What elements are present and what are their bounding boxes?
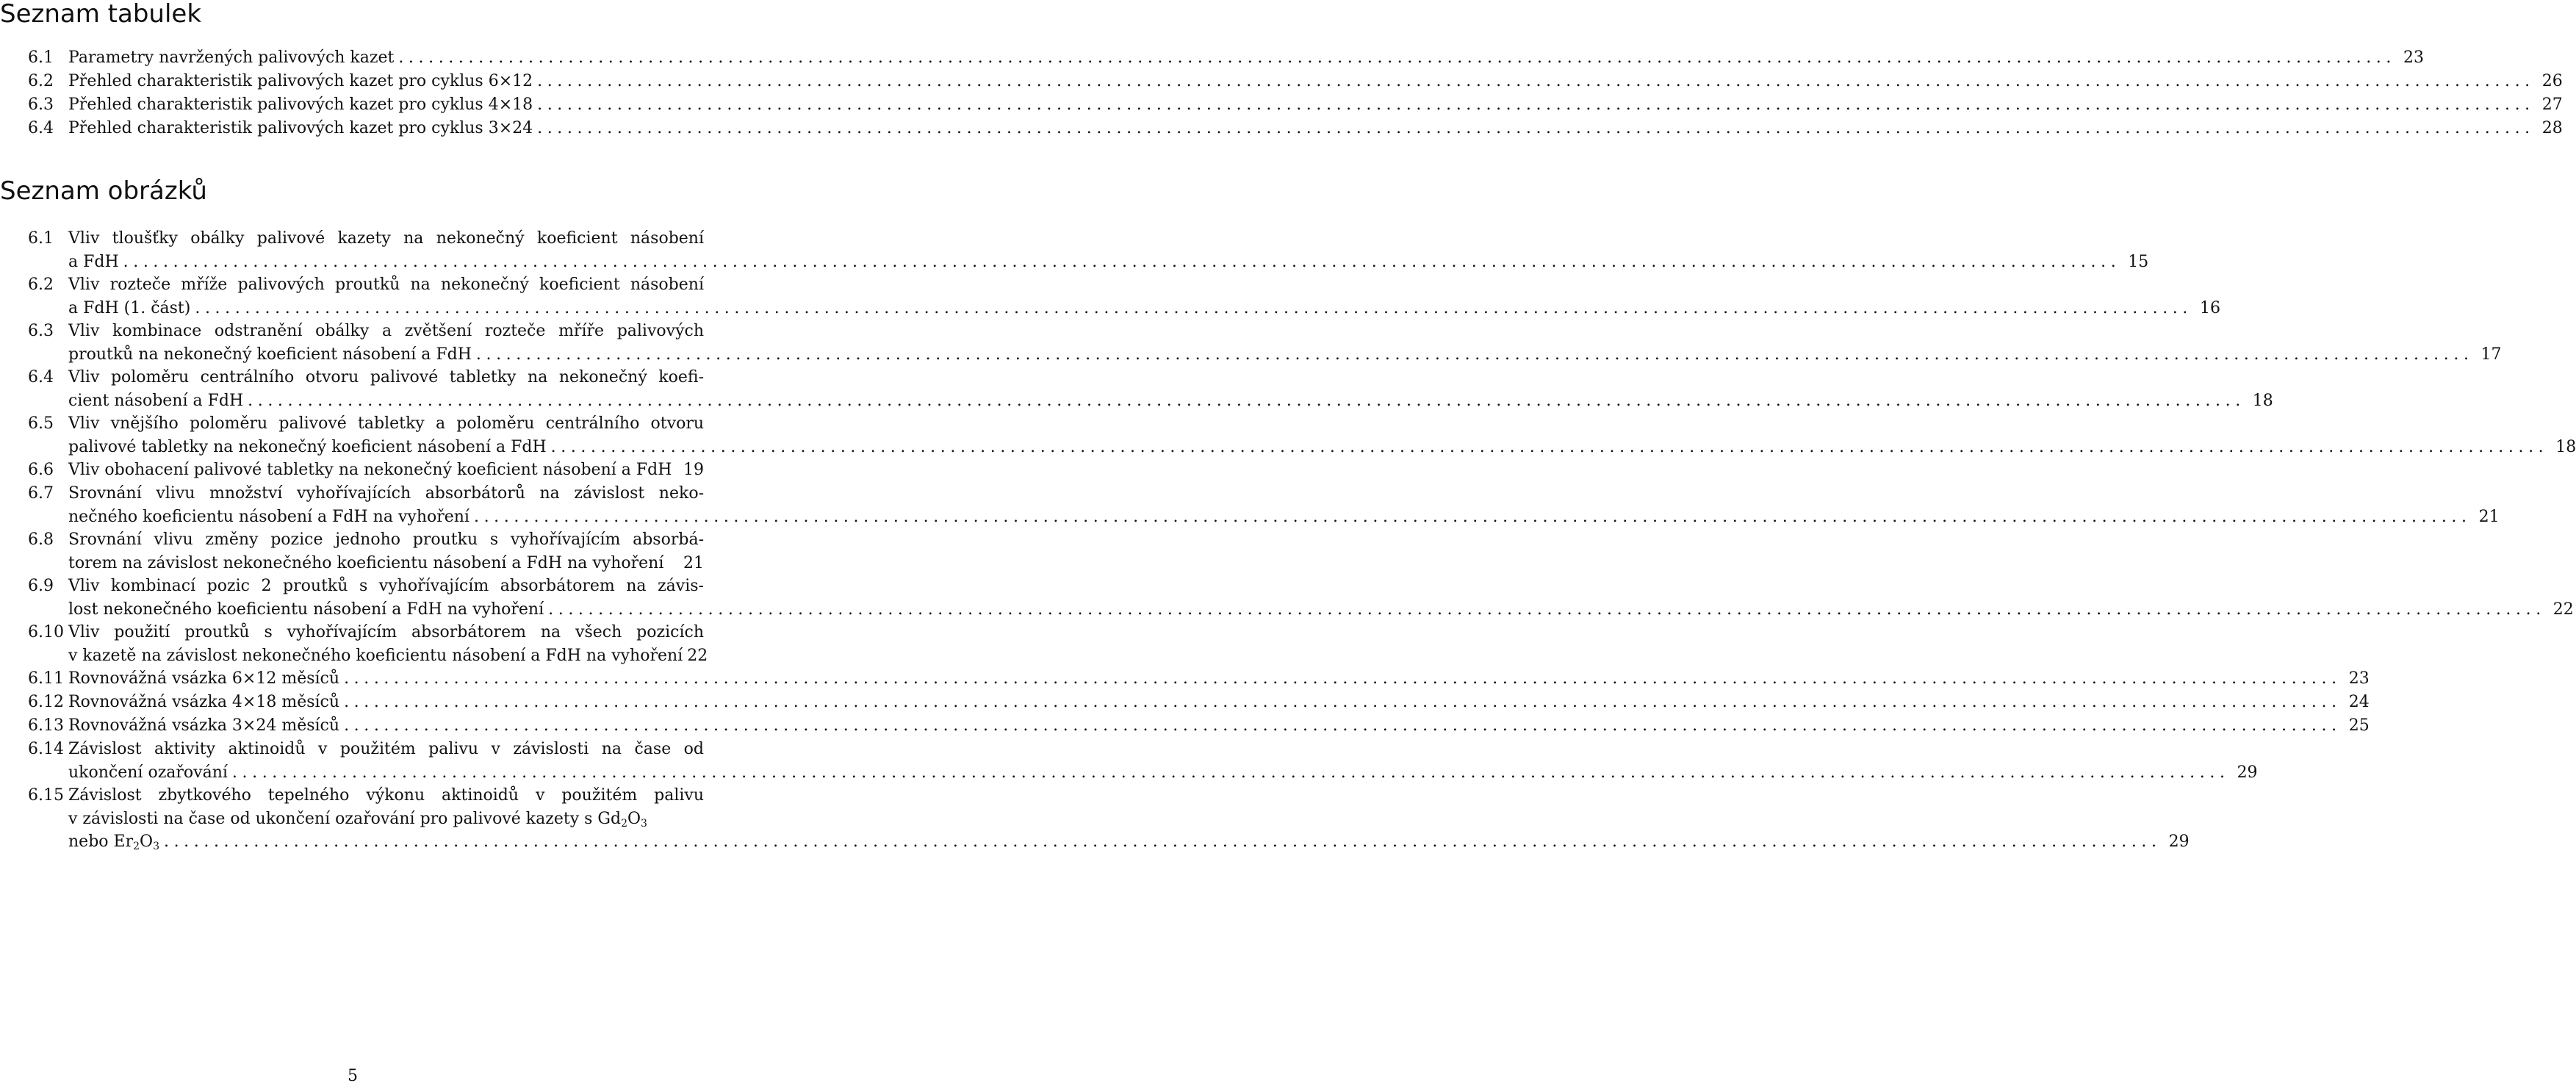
entry-title: Rovnovážná vsázka 4×18 měsíců — [68, 693, 340, 711]
entry-number: 6.14 — [28, 740, 64, 758]
entry-title-line: a FdH (1. část) — [68, 298, 191, 317]
dot-leader: ........................................................................................................................................................................................................ — [344, 716, 2342, 735]
entry-page: 29 — [2237, 763, 2258, 782]
toc-entry[interactable] — [28, 784, 2190, 854]
dot-leader: ........................................................................................................................................................................................................ — [123, 252, 2121, 271]
entry-title-line: ukončení ozařování — [68, 763, 228, 782]
entry-title-line: Srovnání vlivu množství vyhořívajících absorbátorů na závislost neko- — [68, 484, 704, 503]
entry-title-text: O — [140, 833, 154, 851]
entry-title: Rovnovážná vsázka 3×24 měsíců — [68, 716, 340, 735]
entry-title-line: Vliv rozteče mříže palivových proutků na nekonečný koeficient násobení — [68, 276, 704, 294]
entry-number: 6.10 — [28, 623, 64, 641]
entry-number: 6.5 — [28, 414, 54, 433]
subscript: 2 — [133, 841, 140, 852]
entry-title-line: Vliv tloušťky obálky palivové kazety na nekonečný koeficient násobení — [68, 229, 704, 248]
toc-entry[interactable] — [28, 691, 2370, 714]
entry-title: Parametry navržených palivových kazet — [68, 48, 395, 67]
entry-title-line: cient násobení a FdH — [68, 391, 244, 410]
entry-page: 28 — [2541, 119, 2563, 137]
entry-page: 29 — [2168, 833, 2190, 851]
toc-entry[interactable] — [28, 667, 2370, 691]
entry-number: 6.12 — [28, 693, 64, 711]
toc-entry[interactable] — [28, 528, 704, 575]
dot-leader: ........................................................................................................................................................................................................ — [195, 298, 2192, 317]
dot-leader: ........................................................................................................................................................................................................ — [537, 96, 2535, 114]
toc-entry[interactable] — [28, 227, 2149, 273]
entry-title-line: Závislost zbytkového tepelného výkonu aktinoidů v použitém palivu — [68, 786, 704, 805]
entry-page: 27 — [2541, 96, 2563, 114]
entry-number: 6.13 — [28, 716, 64, 735]
dot-leader: ........................................................................................................................................................................................................ — [473, 507, 2472, 526]
entry-title: Rovnovážná vsázka 6×12 měsíců — [68, 669, 340, 688]
subscript: 2 — [621, 817, 627, 830]
entry-page: 18 — [2252, 391, 2273, 410]
entry-page: 15 — [2128, 252, 2149, 271]
toc-entry[interactable] — [28, 575, 2574, 621]
entry-title-line: Vliv kombinace odstranění obálky a zvětšení rozteče mříře palivových — [68, 322, 704, 340]
entry-title-line — [28, 808, 704, 831]
entry-number: 6.4 — [28, 368, 54, 386]
entry-title-line — [28, 830, 159, 854]
entry-page: 18 — [2555, 437, 2576, 456]
entry-number: 6.7 — [28, 484, 54, 503]
entry-page: 21 — [2478, 507, 2500, 526]
entry-title: Přehled charakteristik palivových kazet pro cyklus 4×18 — [68, 96, 533, 114]
subscript: 3 — [153, 841, 159, 852]
entry-page: 22 — [2552, 600, 2574, 619]
entry-page: 26 — [2541, 72, 2563, 90]
subscript: 3 — [641, 817, 647, 830]
entry-title: Přehled charakteristik palivových kazet pro cyklus 3×24 — [68, 119, 533, 137]
dot-leader: ........................................................................................................................................................................................................ — [344, 693, 2342, 711]
dot-leader: ........................................................................................................................................................................................................ — [231, 763, 2230, 782]
entry-title-line: v kazetě na závislost nekonečného koeficientu násobení a FdH na vyhoření — [68, 646, 683, 665]
toc-entry[interactable] — [28, 738, 2258, 784]
entry-page: 16 — [2200, 298, 2220, 317]
entry-number: 6.3 — [28, 322, 54, 340]
toc-entry[interactable] — [28, 482, 2500, 528]
toc-entry[interactable] — [28, 714, 2370, 738]
dot-leader: ........................................................................................................................................................................................................ — [537, 119, 2535, 137]
toc-entry[interactable] — [28, 273, 2220, 320]
entry-number: 6.3 — [28, 96, 54, 114]
page-number: 5 — [348, 1067, 358, 1085]
entry-number: 6.2 — [28, 72, 54, 90]
entry-title: Vliv obohacení palivové tabletky na nekonečný koeficient násobení a FdH — [68, 461, 672, 479]
toc-entry[interactable] — [28, 320, 2502, 366]
entry-title-text: v závislosti na čase od ukončení ozařování pro palivové kazety s Gd — [68, 809, 622, 828]
toc-entry[interactable] — [28, 459, 704, 482]
dot-leader: ........................................................................................................................................................................................................ — [548, 600, 2546, 619]
toc-entry[interactable] — [28, 366, 2273, 412]
entry-number: 6.1 — [28, 229, 54, 248]
entry-number: 6.8 — [28, 531, 54, 549]
entry-page: 22 — [687, 646, 708, 665]
toc-entry[interactable] — [28, 117, 2563, 140]
dot-leader: ........................................................................................................................................................................................................ — [475, 345, 2474, 364]
entry-page: 19 — [683, 461, 704, 479]
toc-entry[interactable] — [28, 412, 2576, 459]
entry-title-line: proutků na nekonečný koeficient násobení a FdH — [68, 345, 472, 364]
entry-number: 6.1 — [28, 48, 54, 67]
figures-heading: Seznam obrázků — [0, 176, 207, 206]
entry-title-line: Vliv vnějšího poloměru palivové tabletky a poloměru centrálního otvoru — [68, 414, 704, 433]
entry-title-line: Vliv poloměru centrálního otvoru palivové tabletky na nekonečný koefi- — [68, 368, 704, 386]
dot-leader: ........................................................................................................................................................................................................ — [537, 72, 2535, 90]
entry-title: Přehled charakteristik palivových kazet pro cyklus 6×12 — [68, 72, 533, 90]
dot-leader: ........................................................................................................................................................................................................ — [398, 48, 2396, 67]
entry-page: 24 — [2348, 693, 2370, 711]
entry-number: 6.6 — [28, 461, 54, 479]
dot-leader: ........................................................................................................................................................................................................ — [550, 437, 2549, 456]
toc-entry[interactable] — [28, 621, 708, 667]
entry-title-line: lost nekonečného koeficientu násobení a FdH na vyhoření — [68, 600, 544, 619]
toc-entry[interactable] — [28, 46, 2424, 70]
entry-page: 21 — [683, 553, 704, 572]
entry-number: 6.15 — [28, 786, 64, 805]
entry-page: 23 — [2403, 48, 2424, 67]
entry-title-line: a FdH — [68, 252, 119, 271]
entry-title-line: Vliv použití proutků s vyhořívajícím absorbátorem na všech pozicích — [68, 623, 704, 641]
dot-leader: ........................................................................................................................................................................................................ — [248, 391, 2245, 410]
entry-title-line: Závislost aktivity aktinoidů v použitém palivu v závislosti na čase od — [68, 740, 704, 758]
tables-heading: Seznam tabulek — [0, 0, 202, 29]
entry-number: 6.2 — [28, 276, 54, 294]
entry-number: 6.11 — [28, 669, 64, 688]
entry-title-text: nebo Er — [68, 833, 134, 851]
toc-entry[interactable] — [28, 93, 2563, 117]
entry-title-line: Vliv kombinací pozic 2 proutků s vyhořívajícím absorbátorem na závis- — [68, 577, 704, 595]
entry-page: 17 — [2480, 345, 2502, 364]
entry-page: 25 — [2348, 716, 2370, 735]
toc-entry[interactable] — [28, 70, 2563, 93]
dot-leader: ........................................................................................................................................................................................................ — [344, 669, 2342, 688]
dot-leader: ........................................................................................................................................................................................................ — [163, 833, 2162, 851]
entry-title-line: palivové tabletky na nekonečný koeficient násobení a FdH — [68, 437, 547, 456]
entry-title-line: nečného koeficientu násobení a FdH na vyhoření — [68, 507, 469, 526]
entry-number: 6.9 — [28, 577, 54, 595]
entry-page: 23 — [2348, 669, 2370, 688]
entry-title-text: O — [627, 809, 641, 828]
entry-title-line: torem na závislost nekonečného koeficientu násobení a FdH na vyhoření — [68, 553, 664, 572]
entry-number: 6.4 — [28, 119, 54, 137]
entry-title-line: Srovnání vlivu změny pozice jednoho proutku s vyhořívajícím absorbá- — [68, 531, 704, 549]
